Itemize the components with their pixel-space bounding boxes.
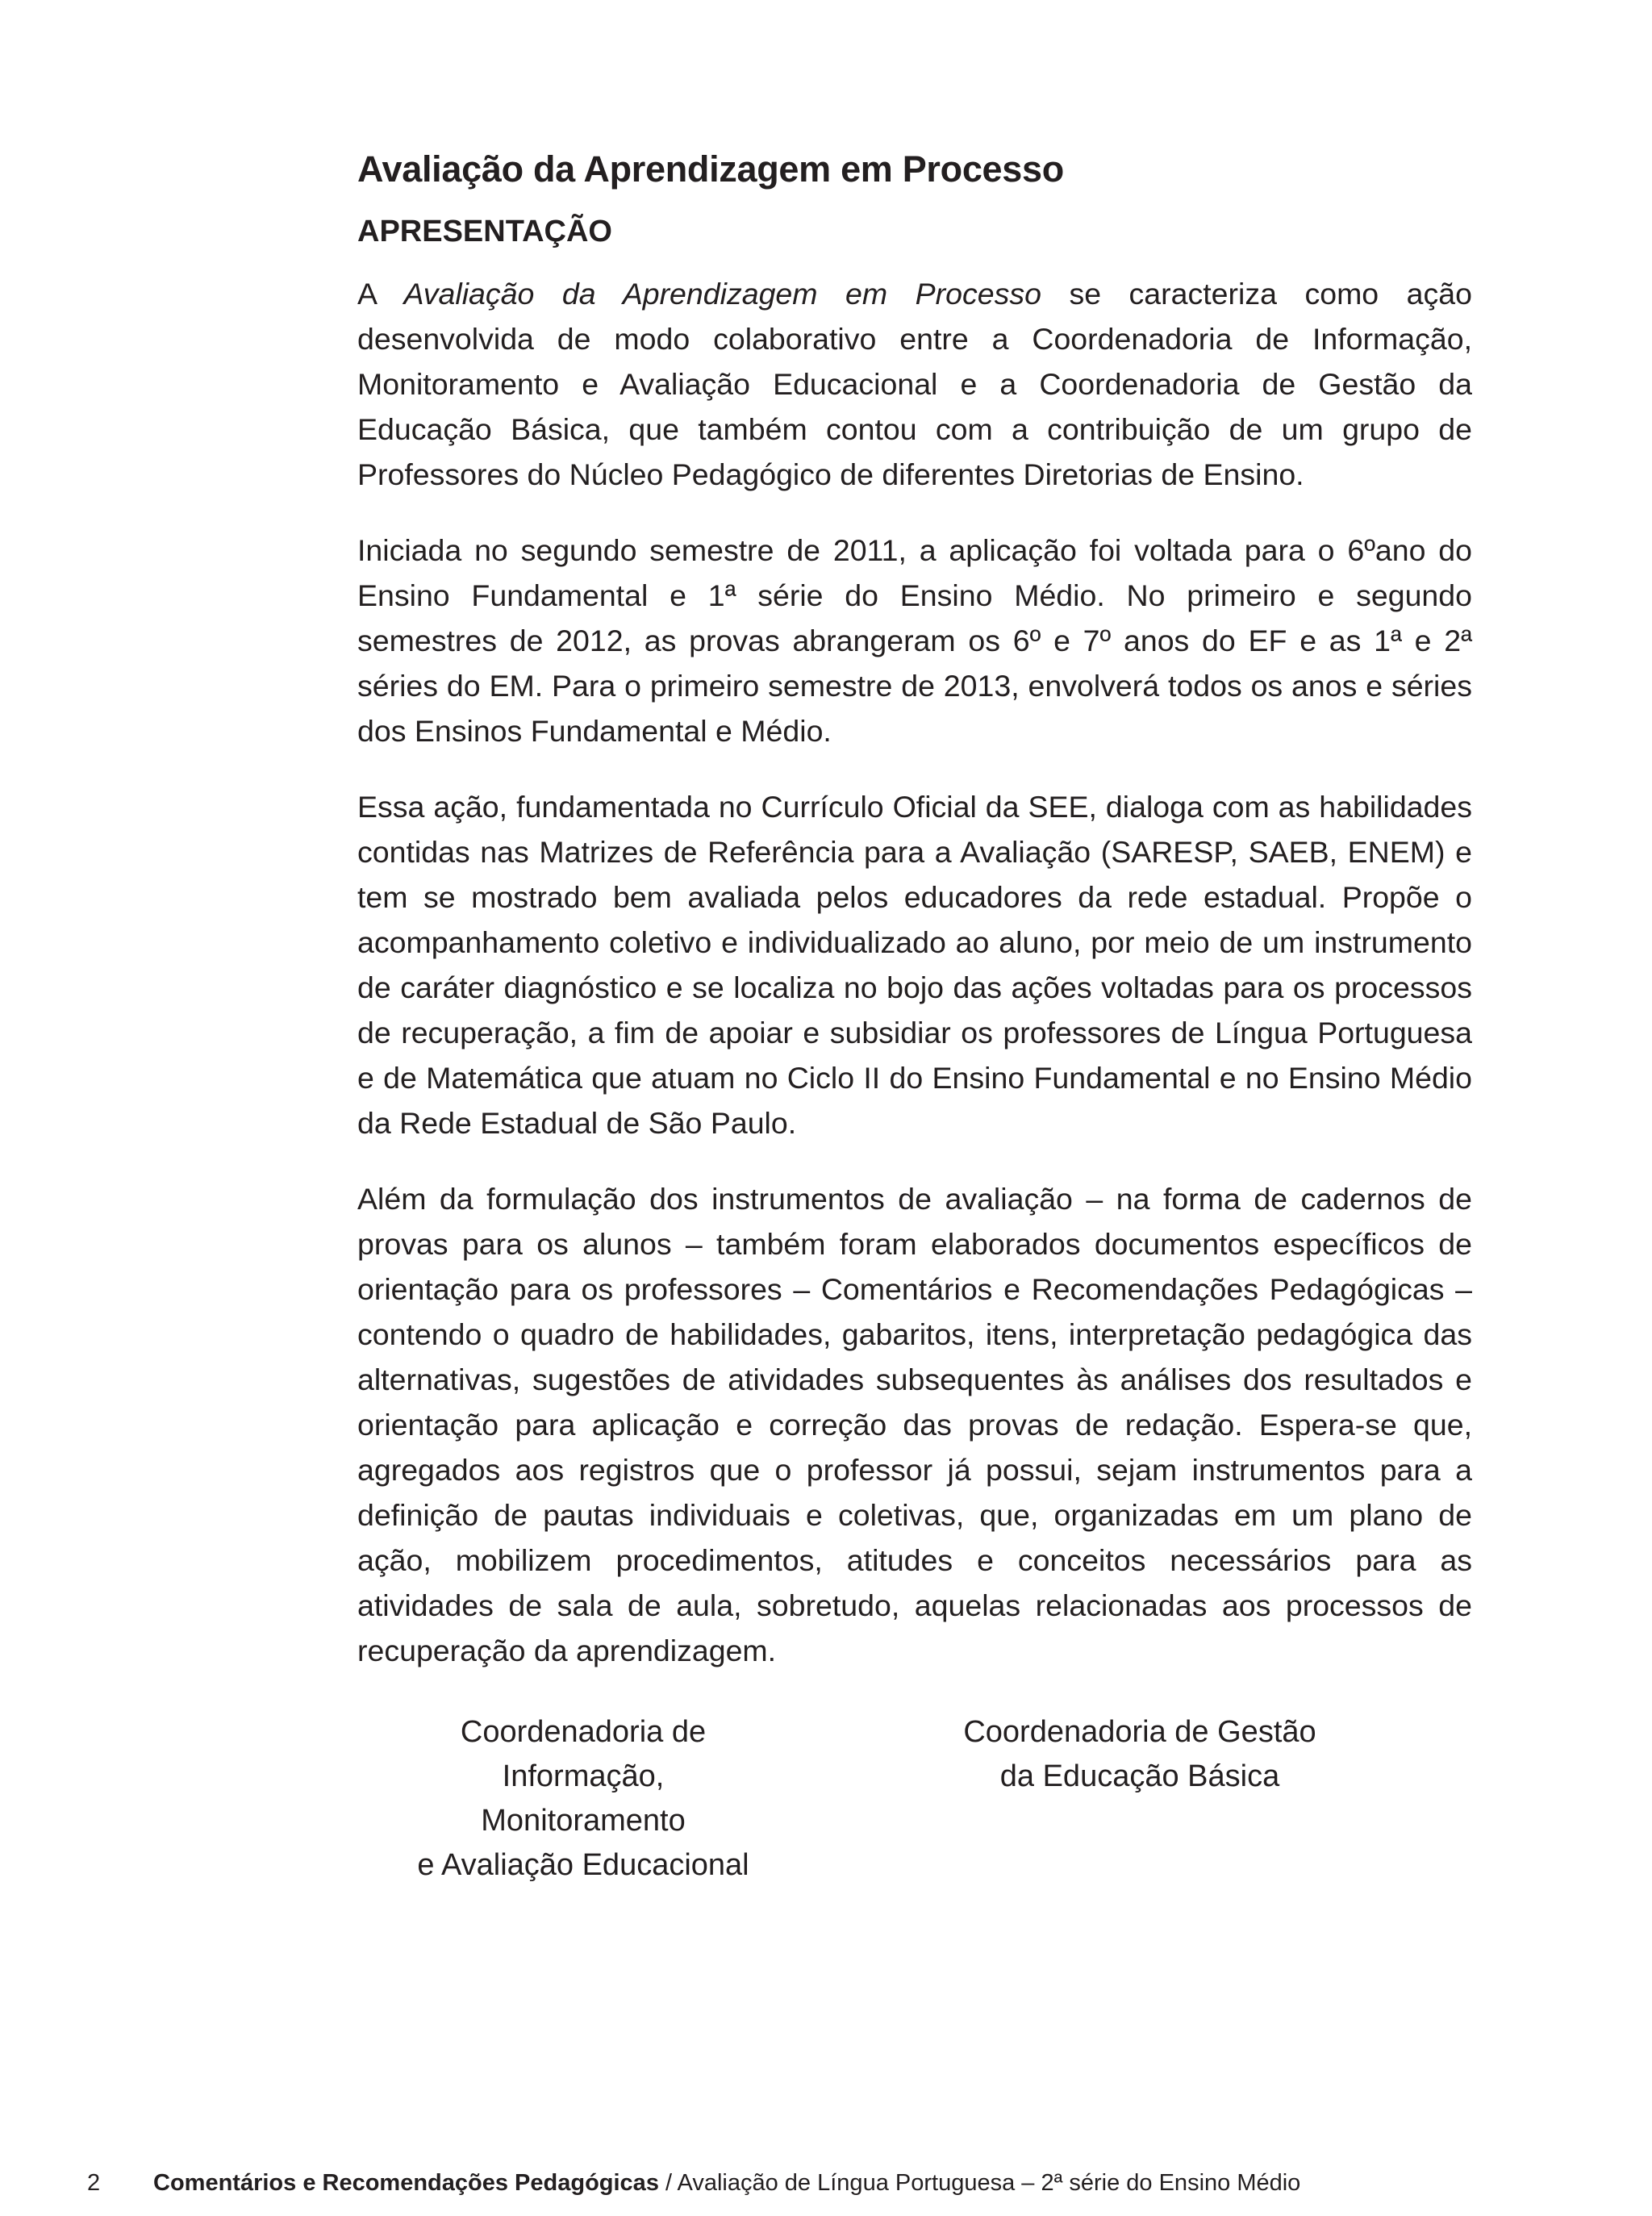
signature-right <box>938 1710 1341 1799</box>
paragraph-intro <box>357 271 1472 497</box>
document-title: Avaliação da Aprendizagem em Processo <box>357 148 1064 190</box>
paragraph-intro-lead: A <box>357 277 404 311</box>
footer-book-title: Comentários e Recomendações Pedagógicas <box>153 2170 659 2196</box>
main-content <box>357 145 1472 1704</box>
paragraph-intro-rest: se caracteriza como ação desenvolvida de modo colaborativo entre a Coordenadoria de Informação, Monitoramento e Avaliação Educacional e a Coordenadoria de Gestão da Educação Básica, que também contou com a contribuição de um grupo de Professores do Núcleo Pedagógico de diferentes Diretorias de Ensino. <box>357 277 1472 491</box>
page-number: 2 <box>87 2170 101 2196</box>
paragraph-curriculum: Essa ação, fundamentada no Currículo Oficial da SEE, dialoga com as habilidades contidas nas Matrizes de Referência para a Avaliação (SARESP, SAEB, ENEM) e tem se mostrado bem avaliada pelos educadores da rede estadual. Propõe o acompanhamento coletivo e individualizado ao aluno, por meio de um instrumento de caráter diagnóstico e se localiza no bojo das ações voltadas para os processos de recuperação, a fim de apoiar e subsidiar os professores de Língua Portuguesa e de Matemática que atuam no Ciclo II do Ensino Fundamental e no Ensino Médio da Rede Estadual de São Paulo. <box>357 790 1472 1140</box>
signature-left-line: Informação, Monitoramento <box>481 1759 686 1838</box>
signature-left <box>406 1710 761 1888</box>
paragraph-history: Iniciada no segundo semestre de 2011, a aplicação foi voltada para o 6ºano do Ensino Fundamental e 1ª série do Ensino Médio. No primeiro e segundo semestres de 2012, as provas abrangeram os 6º e 7º anos do EF e as 1ª e 2ª séries do EM. Para o primeiro semestre de 2013, envolverá todos os anos e séries dos Ensinos Fundamental e Médio. <box>357 533 1472 748</box>
paragraph-intro-italic: Avaliação da Aprendizagem em Processo <box>403 277 1041 311</box>
footer-subtitle: Avaliação de Língua Portuguesa – 2ª série do Ensino Médio <box>677 2170 1301 2196</box>
section-heading: APRESENTAÇÃO <box>357 215 612 248</box>
page-footer <box>87 2167 1539 2199</box>
signature-right-line: Coordenadoria de Gestão <box>963 1715 1316 1749</box>
signature-right-line: da Educação Básica <box>999 1759 1280 1793</box>
signature-left-line: e Avaliação Educacional <box>417 1848 749 1882</box>
footer-separator: / <box>658 2170 678 2196</box>
signature-block <box>357 1710 1472 1882</box>
signature-left-line: Coordenadoria de <box>460 1715 707 1749</box>
paragraph-instruments: Além da formulação dos instrumentos de avaliação – na forma de cadernos de provas para os alunos – também foram elaborados documentos específicos de orientação para os professores – Comentários e Recomendações Pedagógicas – contendo o quadro de habilidades, gabaritos, itens, interpretação pedagógica das alternativas, sugestões de atividades subsequentes às análises dos resultados e orientação para aplicação e correção das provas de redação. Espera-se que, agregados aos registros que o professor já possui, sejam instrumentos para a definição de pautas individuais e coletivas, que, organizadas em um plano de ação, mobilizem procedimentos, atitudes e conceitos necessários para as atividades de sala de aula, sobretudo, aquelas relacionadas aos processos de recuperação da aprendizagem. <box>357 1182 1472 1667</box>
